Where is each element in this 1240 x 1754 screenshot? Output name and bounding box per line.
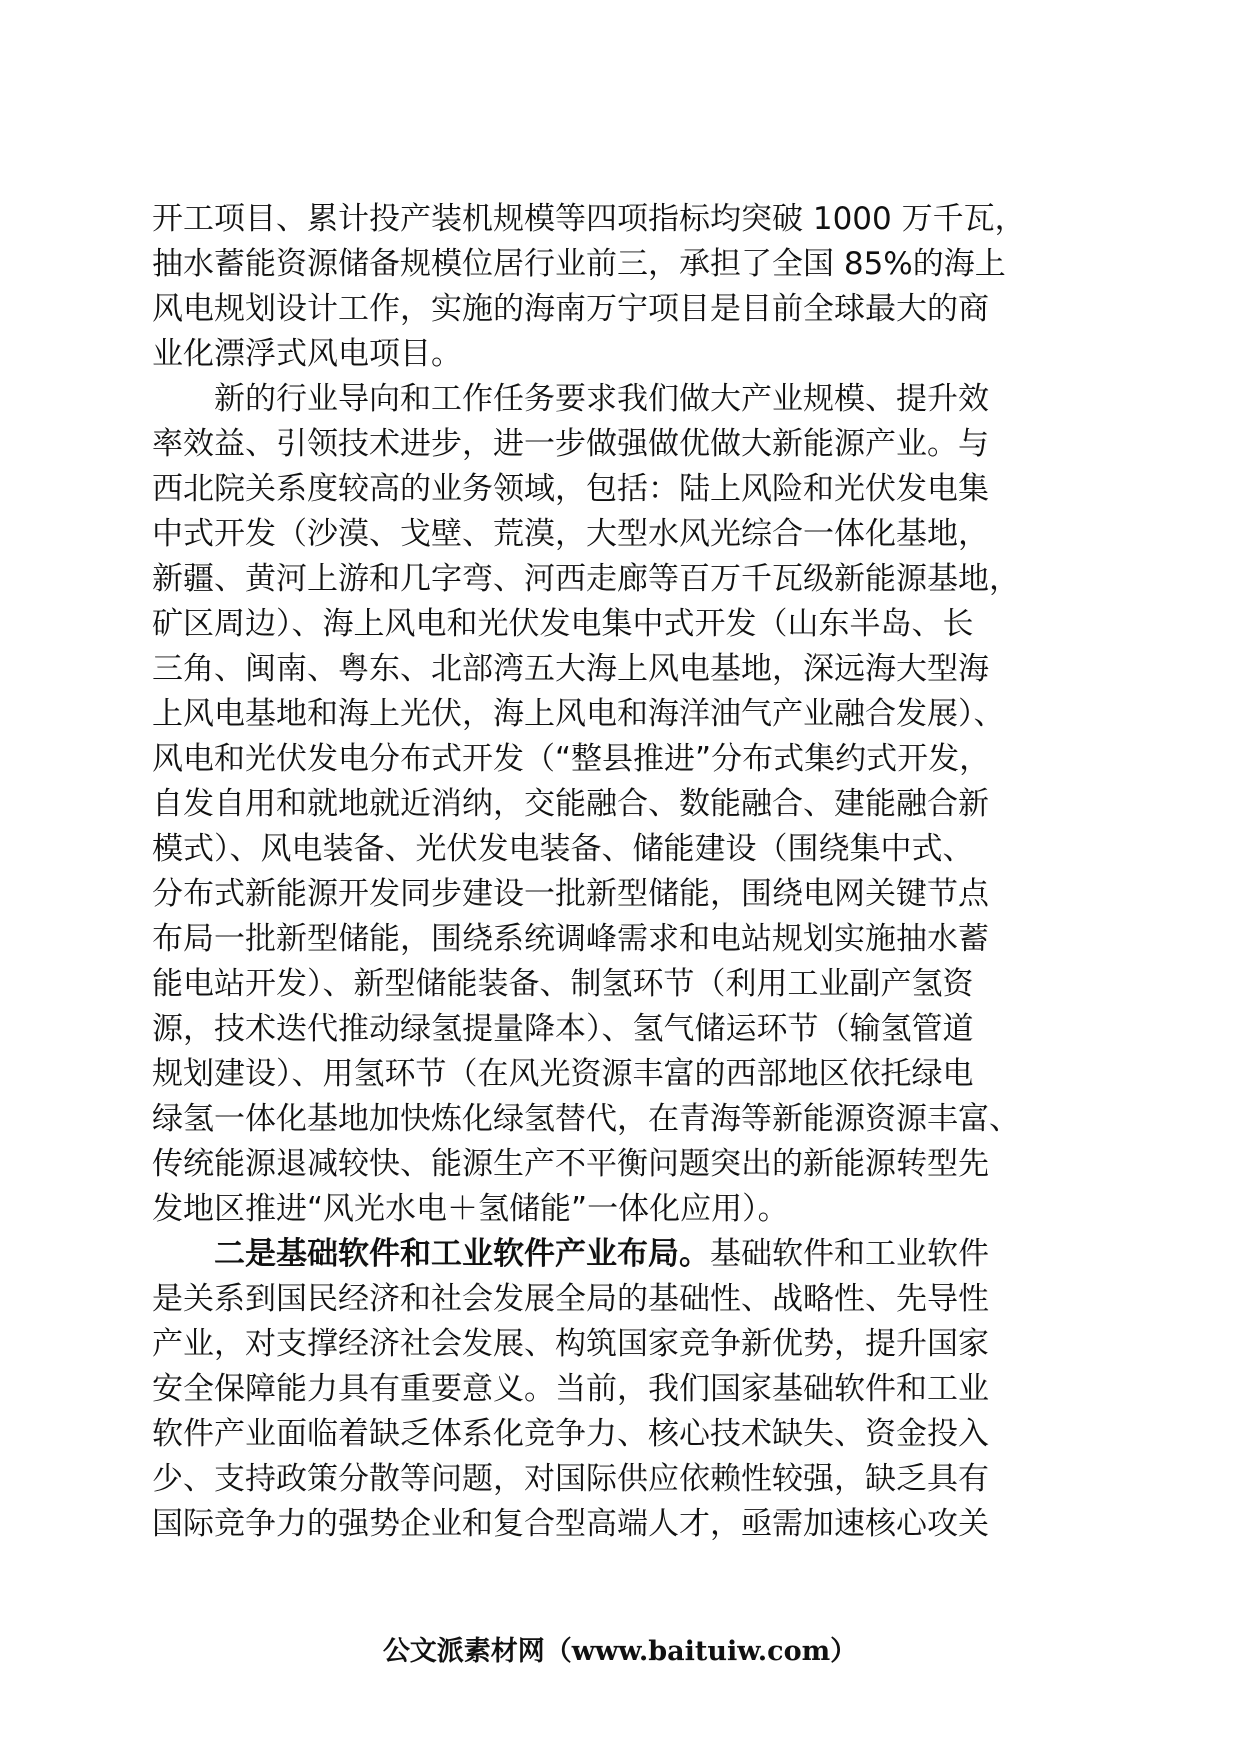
text-line: 传统能源退减较快、能源生产不平衡问题突出的新能源转型先 bbox=[152, 1146, 989, 1182]
text-line: 风电和光伏发电分布式开发（“整县推进”分布式集约式开发， bbox=[152, 741, 991, 777]
text-line: 是关系到国民经济和社会发展全局的基础性、战略性、先导性 bbox=[152, 1281, 989, 1317]
text-line: 开工项目、累计投产装机规模等四项指标均突破 1000 万千瓦， bbox=[152, 201, 1026, 237]
text-line: 西北院关系度较高的业务领域，包括：陆上风险和光伏发电集 bbox=[152, 471, 989, 507]
text-line: 产业，对支撑经济社会发展、构筑国家竞争新优势，提升国家 bbox=[152, 1326, 989, 1362]
text-line: 模式）、风电装备、光伏发电装备、储能建设（围绕集中式、 bbox=[152, 831, 974, 867]
text-line: 三角、闽南、粤东、北部湾五大海上风电基地，深远海大型海 bbox=[152, 651, 989, 687]
text-line: 规划建设）、用氢环节（在风光资源丰富的西部地区依托绿电 bbox=[152, 1056, 974, 1092]
section-2-heading: 二是基础软件和工业软件产业布局。 bbox=[214, 1236, 710, 1272]
body-text bbox=[152, 197, 1102, 1547]
text-line: 上风电基地和海上光伏，海上风电和海洋油气产业融合发展）、 bbox=[152, 696, 1005, 732]
section-2-first-line bbox=[152, 1232, 1102, 1277]
text-line: 绿氢一体化基地加快炼化绿氢替代，在青海等新能源资源丰富、 bbox=[152, 1101, 1020, 1137]
text-line: 中式开发（沙漠、戈壁、荒漠，大型水风光综合一体化基地， bbox=[152, 516, 989, 552]
text-line: 矿区周边）、海上风电和光伏发电集中式开发（山东半岛、长 bbox=[152, 606, 974, 642]
text-line: 抽水蓄能资源储备规模位居行业前三，承担了全国 85%的海上 bbox=[152, 246, 1006, 282]
text-line: 源，技术迭代推动绿氢提量降本）、氢气储运环节（输氢管道 bbox=[152, 1011, 974, 1047]
text-line: 风电规划设计工作，实施的海南万宁项目是目前全球最大的商 bbox=[152, 291, 989, 327]
text-line: 少、支持政策分散等问题，对国际供应依赖性较强，缺乏具有 bbox=[152, 1461, 989, 1497]
text-line: 发地区推进“风光水电＋氢储能”一体化应用）。 bbox=[152, 1191, 789, 1227]
text-line: 软件产业面临着缺乏体系化竞争力、核心技术缺失、资金投入 bbox=[152, 1416, 989, 1452]
text-line: 率效益、引领技术进步，进一步做强做优做大新能源产业。与 bbox=[152, 426, 989, 462]
paragraph-start-line: 新的行业导向和工作任务要求我们做大产业规模、提升效 bbox=[214, 381, 989, 417]
text-line: 国际竞争力的强势企业和复合型高端人才，亟需加速核心攻关 bbox=[152, 1506, 989, 1542]
footer-watermark: 公文派素材网（www.baituiw.com） bbox=[382, 1636, 858, 1667]
text-line: 安全保障能力具有重要意义。当前，我们国家基础软件和工业 bbox=[152, 1371, 989, 1407]
text-line: 业化漂浮式风电项目。 bbox=[152, 336, 462, 372]
text-line: 分布式新能源开发同步建设一批新型储能，围绕电网关键节点 bbox=[152, 876, 989, 912]
text-line: 新疆、黄河上游和几字弯、河西走廊等百万千瓦级新能源基地， bbox=[152, 561, 1020, 597]
text-line: 布局一批新型储能，围绕系统调峰需求和电站规划实施抽水蓄 bbox=[152, 921, 989, 957]
section-2-first-line-tail: 基础软件和工业软件 bbox=[710, 1236, 989, 1272]
text-line: 自发自用和就地就近消纳，交能融合、数能融合、建能融合新 bbox=[152, 786, 989, 822]
text-line: 能电站开发）、新型储能装备、制氢环节（利用工业副产氢资 bbox=[152, 966, 974, 1002]
